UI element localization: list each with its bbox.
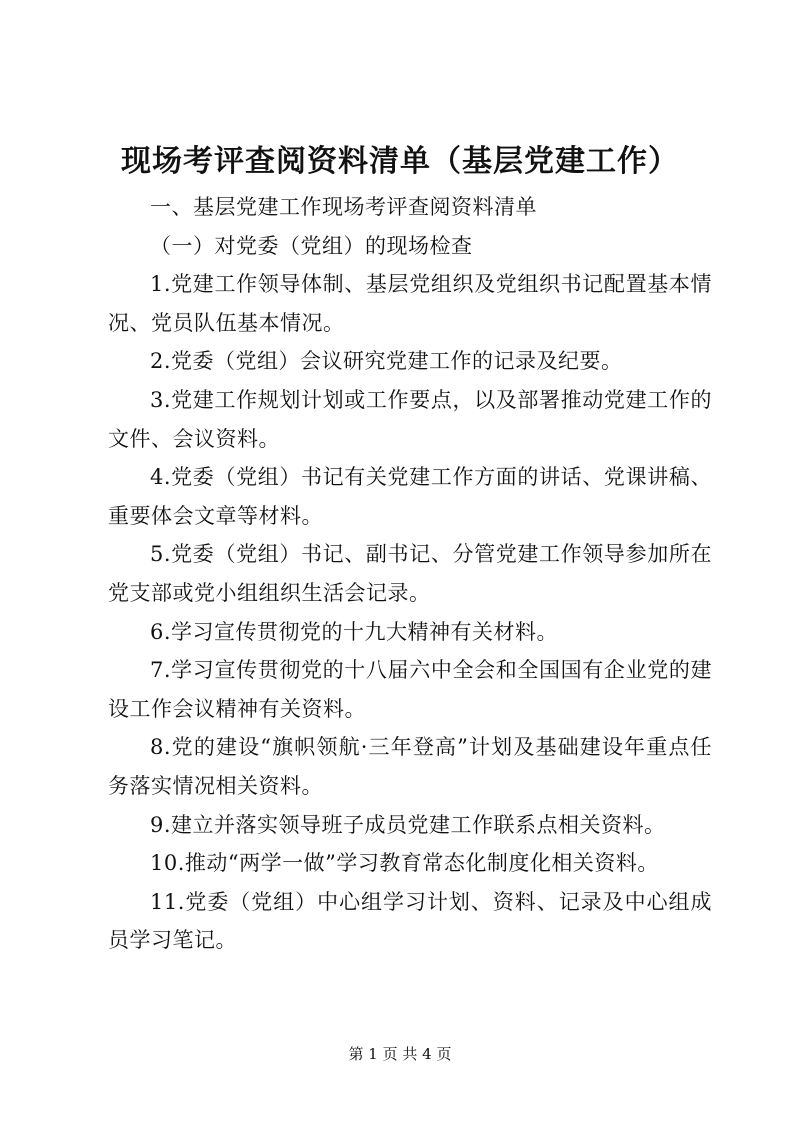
- list-item: 1.党建工作领导体制、基层党组织及党组织书记配置基本情况、党员队伍基本情况。: [108, 272, 712, 335]
- list-item: 7.学习宣传贯彻党的十八届六中全会和全国国有企业党的建设工作会议精神有关资料。: [108, 658, 712, 721]
- list-item: 3.党建工作规划计划或工作要点，以及部署推动党建工作的文件、会议资料。: [108, 387, 712, 451]
- list-item: 6.学习宣传贯彻党的十九大精神有关材料。: [150, 619, 559, 644]
- document-body: [108, 188, 712, 960]
- page-number-footer: 第 1 页 共 4 页: [348, 1045, 452, 1063]
- section-heading: 一、基层党建工作现场考评查阅资料清单: [150, 195, 537, 219]
- list-item: 5.党委（党组）书记、副书记、分管党建工作领导参加所在党支部或党小组组织生活会记录。: [108, 542, 712, 605]
- list-item: 10.推动“两学一做”学习教育常态化制度化相关资料。: [150, 851, 659, 876]
- list-item: 9.建立并落实领导班子成员党建工作联系点相关资料。: [150, 812, 666, 837]
- list-item: 11.党委（党组）中心组学习计划、资料、记录及中心组成员学习笔记。: [108, 889, 712, 953]
- list-item: 8.党的建设“旗帜领航·三年登高”计划及基础建设年重点任务落实情况相关资料。: [108, 735, 712, 798]
- list-item: 2.党委（党组）会议研究党建工作的记录及纪要。: [150, 349, 623, 374]
- document-title: 现场考评查阅资料清单（基层党建工作）: [121, 144, 679, 179]
- subsection-heading: （一）对党委（党组）的现场检查: [150, 233, 473, 258]
- list-item: 4.党委（党组）书记有关党建工作方面的讲话、党课讲稿、重要体会文章等材料。: [108, 465, 712, 528]
